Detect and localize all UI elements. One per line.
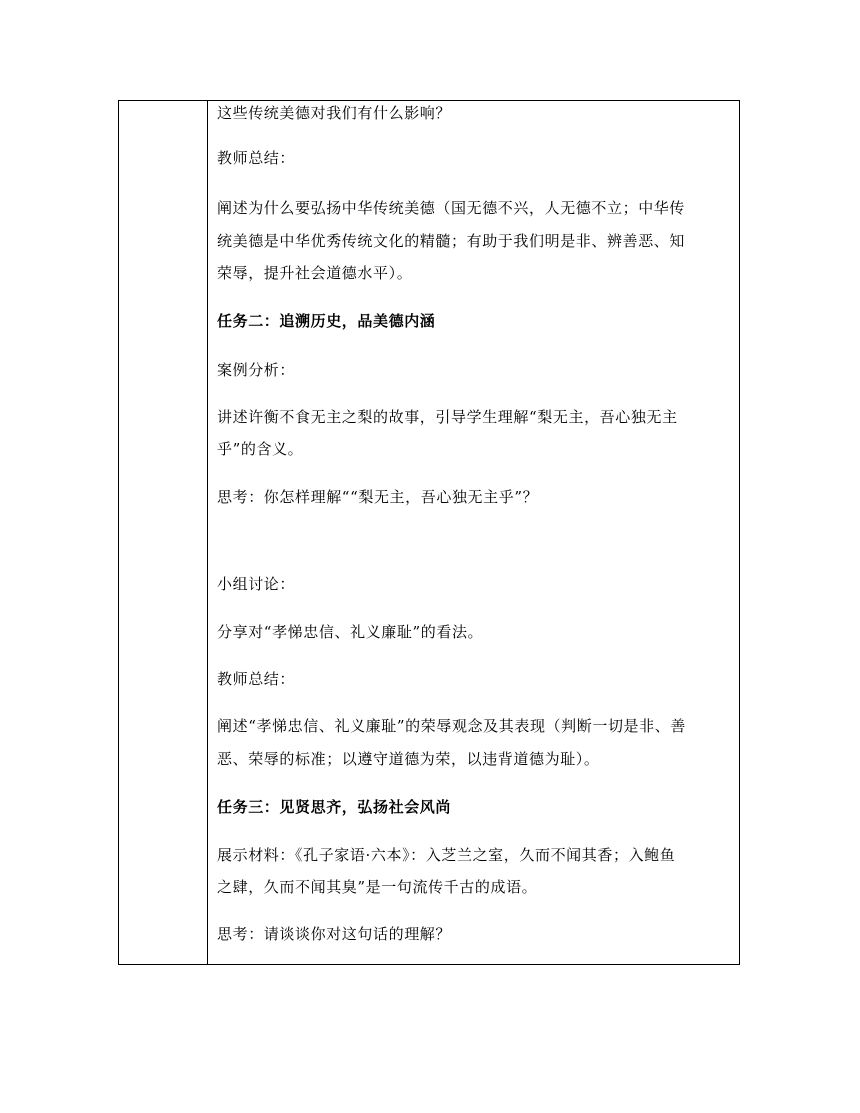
text-line: 阐述为什么要弘扬中华传统美德（国无德不兴，人无德不立；中华传 bbox=[217, 199, 686, 217]
text-line: 荣辱，提升社会道德水平）。 bbox=[217, 264, 413, 282]
text-line: 教师总结： bbox=[217, 149, 296, 167]
text-line: 阐述“孝悌忠信、礼义廉耻”的荣辱观念及其表现（判断一切是非、善 bbox=[217, 717, 686, 735]
section-heading: 任务三：见贤思齐，弘扬社会风尚 bbox=[217, 798, 452, 816]
table-content-cell bbox=[208, 101, 739, 964]
section-heading: 任务二：追溯历史，品美德内涵 bbox=[217, 312, 436, 330]
text-line: 乎”的含义。 bbox=[217, 440, 304, 458]
lesson-table bbox=[118, 100, 740, 965]
text-line: 之肆，久而不闻其臭”是一句流传千古的成语。 bbox=[217, 878, 538, 896]
text-line: 恶、荣辱的标准；以遵守道德为荣，以违背道德为耻）。 bbox=[217, 750, 600, 768]
text-line: 展示材料：《孔子家语·六本》：入芝兰之室，久而不闻其香；入鲍鱼 bbox=[217, 846, 676, 864]
text-line: 分享对“孝悌忠信、礼义廉耻”的看法。 bbox=[217, 623, 484, 641]
text-line: 统美德是中华优秀传统文化的精髓；有助于我们明是非、辨善恶、知 bbox=[217, 232, 686, 250]
text-line: 小组讨论： bbox=[217, 575, 296, 593]
text-line: 讲述许衡不食无主之梨的故事，引导学生理解“梨无主，吾心独无主 bbox=[217, 408, 678, 426]
text-line: 这些传统美德对我们有什么影响？ bbox=[217, 104, 452, 122]
text-line: 教师总结： bbox=[217, 670, 296, 688]
text-line: 案例分析： bbox=[217, 361, 296, 379]
text-line: 思考：你怎样理解““梨无主，吾心独无主乎”？ bbox=[217, 488, 539, 506]
table-left-column bbox=[119, 101, 208, 964]
text-line: 思考：请谈谈你对这句话的理解？ bbox=[217, 925, 452, 943]
